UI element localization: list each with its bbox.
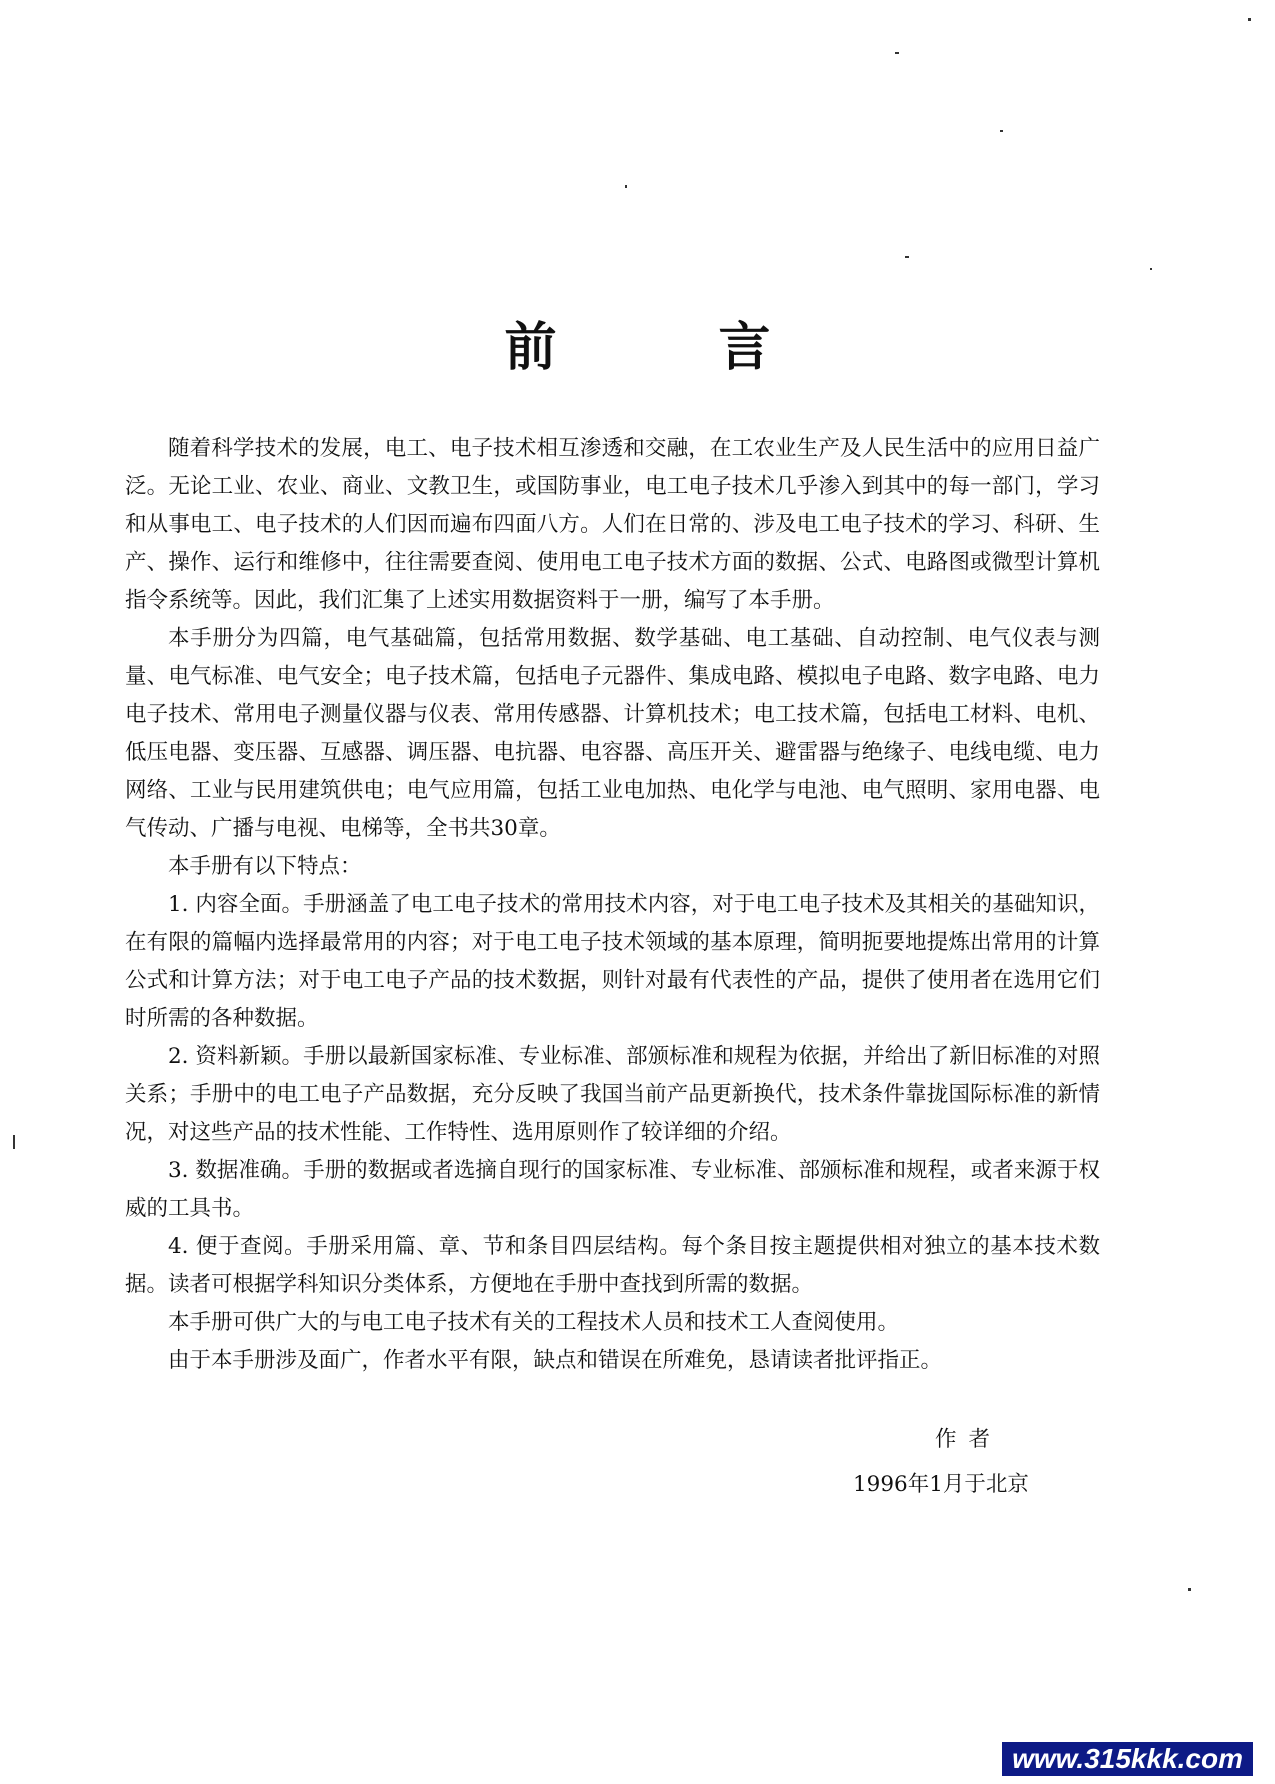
paragraph-6: 3. 数据准确。手册的数据或者选摘自现行的国家标准、专业标准、部颁标准和规程，或者来源于权威的工具书。 <box>125 1158 1100 1221</box>
paragraph-7: 4. 便于查阅。手册采用篇、章、节和条目四层结构。每个条目按主题提供相对独立的基本技术数据。读者可根据学科知识分类体系，方便地在手册中查找到所需的数据。 <box>125 1234 1100 1297</box>
scan-speck <box>1000 130 1003 132</box>
scan-speck <box>1150 268 1152 270</box>
page-title: 前 言 <box>504 317 843 378</box>
scan-speck <box>625 185 627 188</box>
paragraph-1: 随着科学技术的发展，电工、电子技术相互渗透和交融，在工农业生产及人民生活中的应用日益广泛。无论工业、农业、商业、文教卫生，或国防事业，电工电子技术几乎渗入到其中的每一部门，学习和从事电工、电子技术的人们因而遍布四面八方。人们在日常的、涉及电工电子技术的学习、科研、生产、操作、运行和维修中，往往需要查阅、使用电工电子技术方面的数据、公式、电路图或微型计算机指令系统等。因此，我们汇集了上述实用数据资料于一册，编写了本手册。 <box>125 436 1100 613</box>
paragraph-2: 本手册分为四篇，电气基础篇，包括常用数据、数学基础、电工基础、自动控制、电气仪表与测量、电气标准、电气安全；电子技术篇，包括电子元器件、集成电路、模拟电子电路、数字电路、电力电子技术、常用电子测量仪器与仪表、常用传感器、计算机技术；电工技术篇，包括电工材料、电机、低压电器、变压器、互感器、调压器、电抗器、电容器、高压开关、避雷器与绝缘子、电线电缆、电力网络、工业与民用建筑供电；电气应用篇，包括工业电加热、电化学与电池、电气照明、家用电器、电气传动、广播与电视、电梯等，全书共30章。 <box>125 626 1100 841</box>
paragraph-5: 2. 资料新颖。手册以最新国家标准、专业标准、部颁标准和规程为依据，并给出了新旧标准的对照关系；手册中的电工电子产品数据，充分反映了我国当前产品更新换代，技术条件靠拢国际标准的新情况，对这些产品的技术性能、工作特性、选用原则作了较详细的介绍。 <box>125 1044 1100 1145</box>
scan-speck <box>1248 18 1251 21</box>
paragraph-8: 本手册可供广大的与电工电子技术有关的工程技术人员和技术工人查阅使用。 <box>168 1310 900 1335</box>
preface-body <box>125 430 1100 1380</box>
paragraph-9: 由于本手册涉及面广，作者水平有限，缺点和错误在所难免，恳请读者批评指正。 <box>168 1348 943 1373</box>
paragraph-3: 本手册有以下特点： <box>168 854 362 879</box>
paragraph-4: 1. 内容全面。手册涵盖了电工电子技术的常用技术内容，对于电工电子技术及其相关的基础知识，在有限的篇幅内选择最常用的内容；对于电工电子技术领域的基本原理，简明扼要地提炼出常用的计算公式和计算方法；对于电工电子产品的技术数据，则针对最有代表性的产品，提供了使用者在选用它们时所需的各种数据。 <box>125 892 1100 1031</box>
site-watermark: www.315kkk.com <box>1002 1742 1253 1776</box>
scan-speck <box>1188 1588 1191 1591</box>
scan-speck <box>905 256 909 258</box>
author-label: 作者 <box>935 1427 1003 1452</box>
scan-speck <box>895 52 899 54</box>
scan-speck <box>13 1135 15 1149</box>
date-line: 1996年1月于北京 <box>853 1472 1029 1497</box>
